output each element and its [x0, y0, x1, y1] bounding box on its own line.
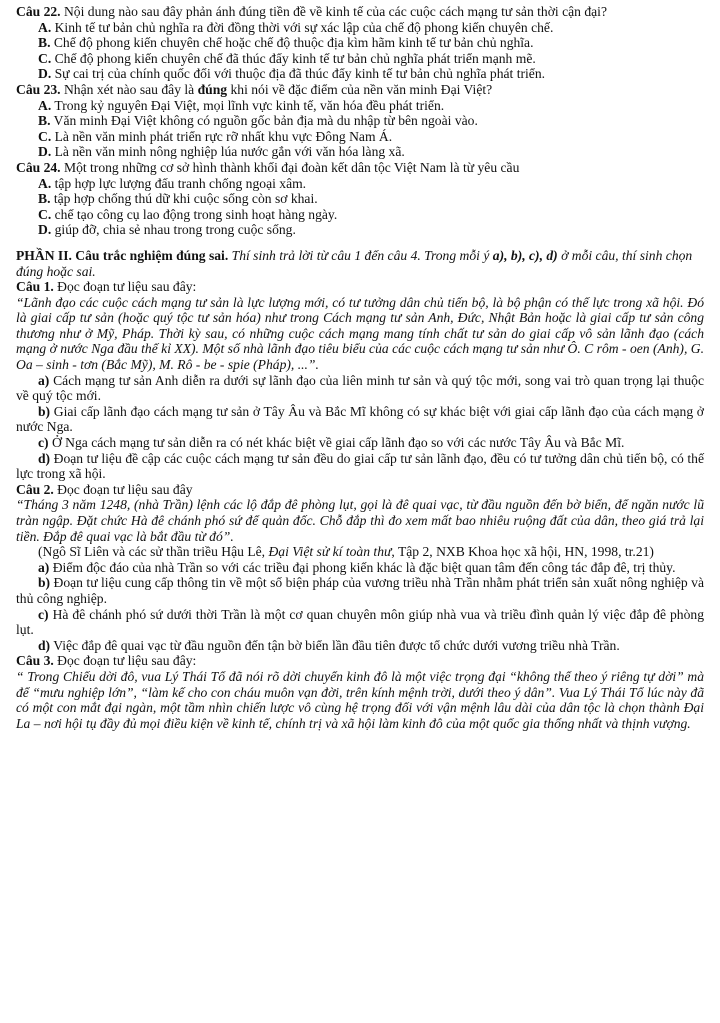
statement-text: Ở Nga cách mạng tư sản diễn ra có nét khác biệt về giai cấp lãnh đạo so với các nước Tây Âu và Bắc Mĩ. [48, 435, 625, 451]
question-number: Câu 24. [16, 159, 61, 175]
option-text: Chế độ phong kiến chuyên chế hoặc chế độ thuộc địa kìm hãm kinh tế tư bản chủ nghĩa. [50, 35, 534, 51]
statement-text: Đoạn tư liệu đề cập các cuộc cách mạng tư sản đều do giai cấp tư sản lãnh đạo, đều có tư tưởng dân chủ tiến bộ, có thế lực trong xã hội. [16, 450, 704, 482]
question-number: Câu 2. [16, 481, 54, 497]
question-22 [16, 4, 704, 20]
option-text: Chế độ phong kiến chuyên chế đã thúc đẩy kinh tế tư bản chủ nghĩa phát triển mạnh mẽ. [51, 50, 536, 66]
option-text: Sự cai trị của chính quốc đối với thuộc địa đã thúc đẩy kinh tế tư bản chủ nghĩa phát triển. [51, 66, 546, 82]
statement-d [16, 638, 704, 654]
statement-a [16, 373, 704, 404]
option-c [16, 51, 704, 67]
option-text: Là nền văn minh phát triển rực rỡ nhất khu vực Đông Nam Á. [51, 128, 393, 144]
option-c [16, 129, 704, 145]
statement-d [16, 451, 704, 482]
question-emphasis: đúng [197, 81, 228, 97]
option-text: Là nền văn minh nông nghiệp lúa nước gắn với văn hóa làng xã. [51, 144, 405, 160]
option-key: C. [38, 50, 52, 66]
question-23 [16, 82, 704, 98]
statement-key: c) [38, 606, 49, 622]
question-number: Câu 3. [16, 653, 54, 669]
option-key: D. [38, 144, 52, 160]
part-instructions-emphasis: a), b), c), d) [492, 247, 558, 263]
statement-text: Việc đắp đê quai vạc từ đầu nguồn đến tận bờ biển lần đầu tiên được tổ chức dưới vương triều nhà Trần. [50, 637, 620, 653]
part-2-heading [16, 248, 704, 279]
statement-key: b) [38, 403, 51, 419]
statement-key: c) [38, 435, 49, 451]
option-text: tập hợp lực lượng đấu tranh chống ngoại xâm. [51, 175, 307, 191]
option-text: Trong kỷ nguyên Đại Việt, mọi lĩnh vực kinh tế, văn hóa đều phát triển. [51, 97, 445, 113]
question-text: Đọc đoạn tư liệu sau đây: [53, 279, 197, 295]
statement-text: Điểm độc đáo của nhà Trần so với các triều đại phong kiến khác là đặc biệt quan tâm đến công tác đắp đê, trị thủy. [49, 559, 676, 575]
question-text: Nhận xét nào sau đây là [60, 81, 198, 97]
source-citation [16, 544, 704, 560]
question-number: Câu 1. [16, 279, 54, 295]
source-quote: “ Trong Chiếu dời đô, vua Lý Thái Tổ đã nói rõ dời chuyển kinh đô là một việc trọng đại “không thể theo ý riêng tự dời” mà để “mưu nghiệp lớn”, “làm kế cho con cháu muôn vạn đời, trên kính mệnh trời, dưới theo ý dân”. Vua Lý Thái Tổ lúc này đã có một con mắt đại ngàn, một tầm nhìn chiến lược vô cùng hệ trọng đối với vận mệnh lâu dài của dân tộc là chọn thành Đại La – nơi hội tụ đầy đủ mọi điều kiện về kinh tế, chính trị và xã hội làm kinh đô của một quốc gia thống nhất và thịnh vượng. [16, 668, 704, 731]
part-instructions: ở mỗi câu, thí sinh chọn đúng hoặc sai. [16, 247, 693, 279]
tf-question-1 [16, 279, 704, 295]
tf-question-3 [16, 653, 704, 669]
option-text: tập hợp chống thú dữ khi cuộc sống còn sơ khai. [50, 191, 318, 207]
option-key: C. [38, 128, 52, 144]
option-key: D. [38, 222, 52, 238]
question-24 [16, 160, 704, 176]
option-b [16, 35, 704, 51]
statement-key: d) [38, 450, 51, 466]
option-key: B. [38, 35, 51, 51]
option-c [16, 207, 704, 223]
statement-key: d) [38, 637, 51, 653]
source-quote: “Tháng 3 năm 1248, (nhà Trần) lệnh các lộ đắp đê phòng lụt, gọi là đê quai vạc, từ đầu nguồn đến bờ biển, để ngăn nước lũ tràn ngập. Đặt chức Hà đê chánh phó sứ để quản đốc. Chỗ đắp thì đo xem mất bao nhiêu ruộng đất của dân, theo giá trả lại tiền. Đắp đê quai vạc là bắt đầu từ đó”. [16, 497, 704, 544]
question-text: khi nói về đặc điểm của nền văn minh Đại Việt? [227, 81, 493, 97]
source-quote: “Lãnh đạo các cuộc cách mạng tư sản là lực lượng mới, có tư tưởng dân chủ tiến bộ, là bộ phận có thế lực trong xã hội. Đó là giai cấp tư sản (hoặc quý tộc tư sản hóa) như trong Cách mạng tư sản Anh, Đức, Nhật Bản hoặc là giai cấp tư sản công thương như ở Mỹ, Pháp. Thời kỳ sau, có những cuộc cách mạng mang tính chất tư sản do giai cấp vô sản lãnh đạo (cách mạng ở nước Nga đầu thế kỉ XX). Một số nhà lãnh đạo tiêu biểu của các cuộc cách mạng tư sản như Ô. C rôm - oen (Anh), G. Oa – sinh - tơn (Bắc Mỹ), M. Rô - be - spie (Pháp), ...”. [16, 294, 704, 373]
statement-key: b) [38, 575, 51, 591]
statement-text: Đoạn tư liệu cung cấp thông tin về một số biện pháp của vương triều nhà Trần nhằm phát triển sản xuất nông nghiệp và thủ công nghiệp. [16, 575, 704, 606]
statement-c [16, 607, 704, 638]
option-b [16, 191, 704, 207]
statement-text: Giai cấp lãnh đạo cách mạng tư sản ở Tây Âu và Bắc Mĩ không có sự khác biệt với giai cấp lãnh đạo của cách mạng ở nước Nga. [16, 403, 704, 435]
statement-b [16, 404, 704, 435]
question-text: Nội dung nào sau đây phản ánh đúng tiền đề về kinh tế của các cuộc cách mạng tư sản thời cận đại? [60, 4, 607, 19]
citation-text: , Tập 2, NXB Khoa học xã hội, HN, 1998, tr.21) [391, 544, 654, 560]
option-d [16, 66, 704, 82]
option-text: chế tạo công cụ lao động trong sinh hoạt hàng ngày. [51, 206, 338, 222]
statement-a [16, 560, 704, 576]
option-a [16, 176, 704, 192]
option-text: Văn minh Đại Việt không có nguồn gốc bản địa mà du nhập từ bên ngoài vào. [50, 113, 478, 129]
option-key: C. [38, 206, 52, 222]
option-b [16, 113, 704, 129]
part-instructions: Thí sinh trả lời từ câu 1 đến câu 4. Trong mỗi ý [228, 247, 493, 263]
option-key: D. [38, 66, 52, 82]
statement-c [16, 435, 704, 451]
part-title: PHẦN II. Câu trắc nghiệm đúng sai. [16, 247, 229, 263]
citation-text: (Ngô Sĩ Liên và các sử thần triều Hậu Lê, [38, 544, 269, 560]
option-d [16, 222, 704, 238]
statement-key: a) [38, 559, 50, 575]
statement-b [16, 575, 704, 606]
option-key: B. [38, 191, 51, 207]
option-a [16, 98, 704, 114]
tf-question-2 [16, 482, 704, 498]
option-text: giúp đỡ, chia sẻ nhau trong trong cuộc sống. [51, 222, 296, 238]
question-text: Một trong những cơ sở hình thành khối đại đoàn kết dân tộc Việt Nam là từ yêu cầu [60, 159, 520, 175]
statement-key: a) [38, 372, 50, 388]
spacer [16, 238, 704, 248]
statement-text: Hà đê chánh phó sứ dưới thời Trần là một cơ quan chuyên môn giúp nhà vua và triều đình quản lý việc đắp đê phòng lụt. [16, 606, 704, 638]
question-number: Câu 23. [16, 81, 61, 97]
option-key: A. [38, 175, 52, 191]
option-key: B. [38, 113, 51, 129]
option-key: A. [38, 19, 52, 35]
option-a [16, 20, 704, 36]
option-text: Kinh tế tư bản chủ nghĩa ra đời đồng thời với sự xác lập của chế độ phong kiến chuyên chế. [51, 19, 554, 35]
question-text: Đọc đoạn tư liệu sau đây: [53, 653, 197, 669]
question-number: Câu 22. [16, 4, 61, 19]
question-text: Đọc đoạn tư liệu sau đây [53, 481, 193, 497]
statement-text: Cách mạng tư sản Anh diễn ra dưới sự lãnh đạo của liên minh tư sản và quý tộc mới, song vai trò quan trọng lại thuộc về quý tộc mới. [16, 372, 704, 404]
option-key: A. [38, 97, 52, 113]
option-d [16, 144, 704, 160]
citation-book-title: Đại Việt sử kí toàn thư [268, 544, 392, 560]
